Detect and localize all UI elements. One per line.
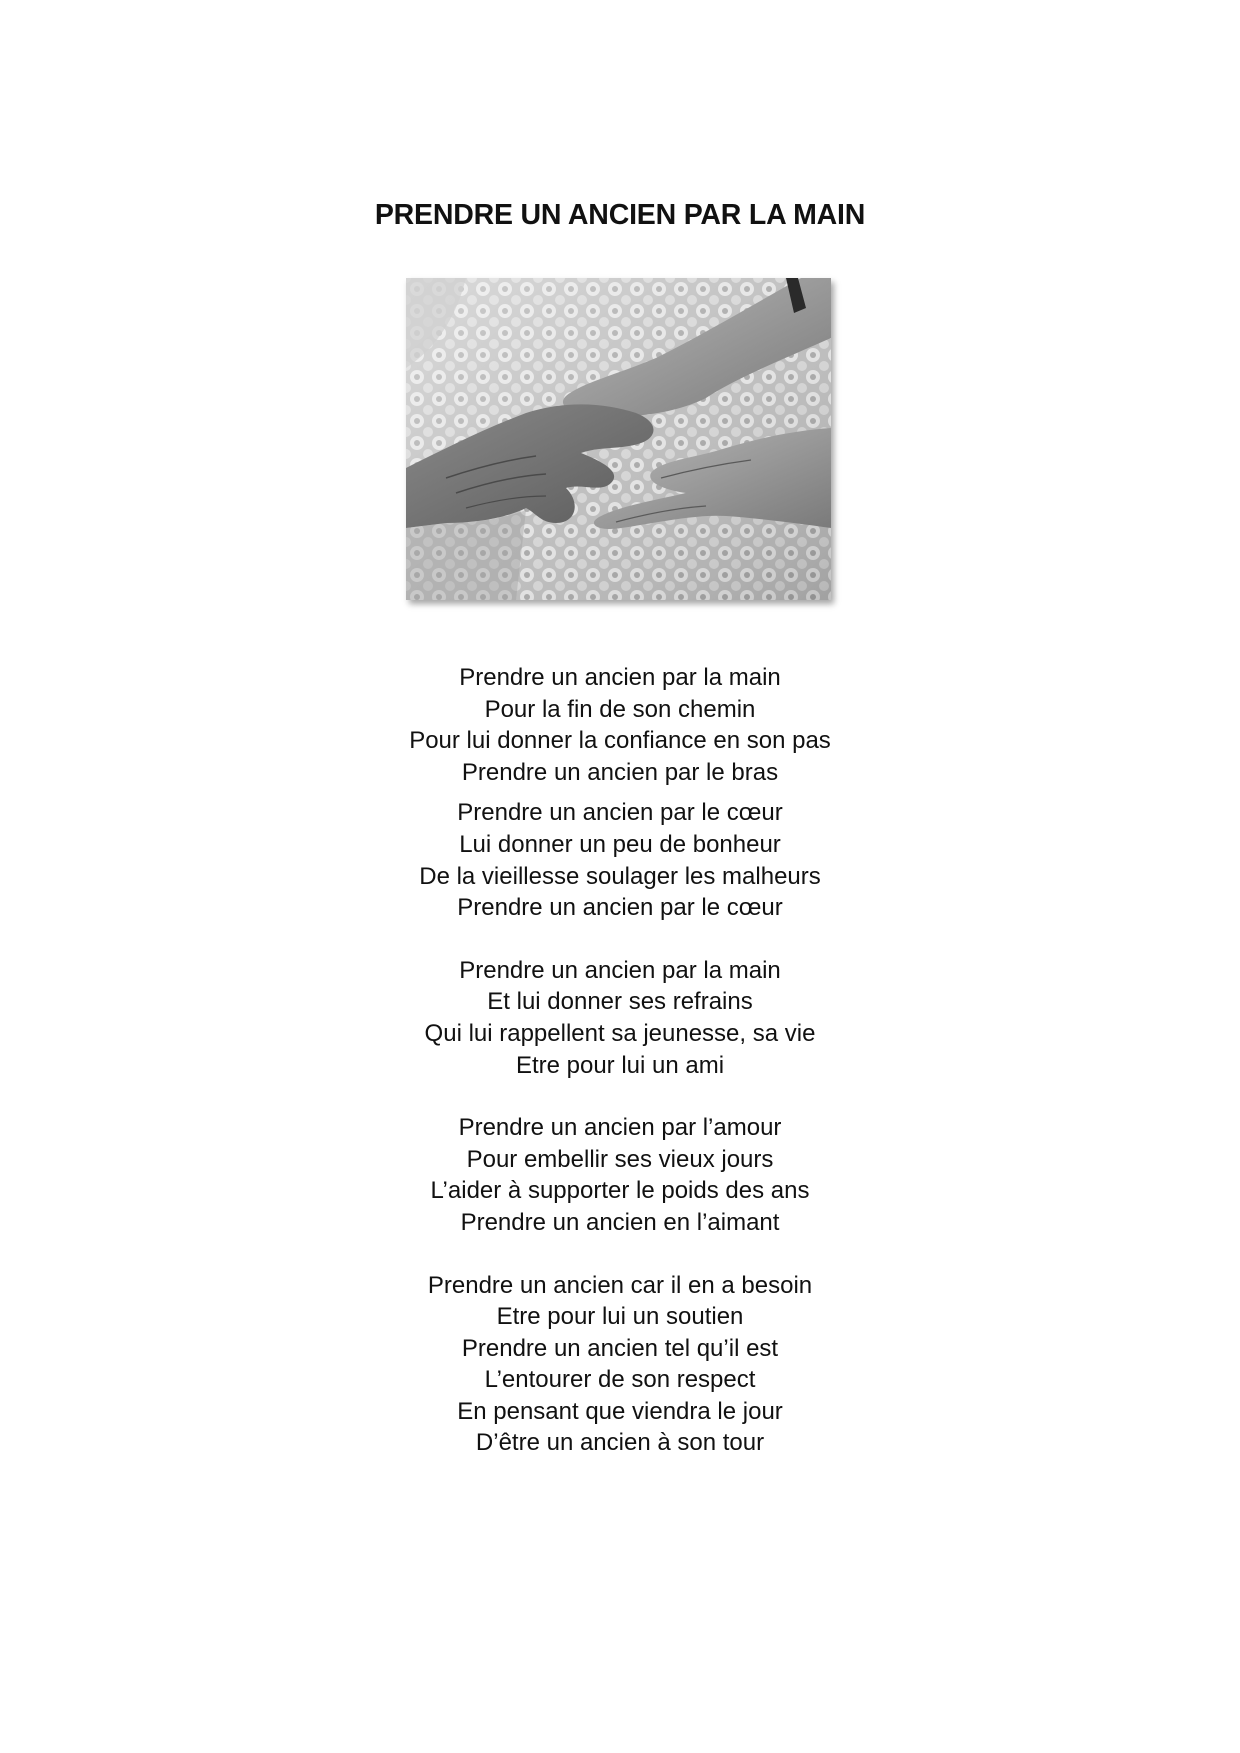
poem-line: Lui donner un peu de bonheur	[459, 830, 781, 858]
poem-line: L’aider à supporter le poids des ans	[430, 1177, 810, 1205]
poem-line: Prendre un ancien par l’amour	[458, 1114, 782, 1142]
poem-line: Et lui donner ses refrains	[487, 988, 753, 1016]
stanza-spacer	[0, 1239, 1240, 1270]
stanza-spacer	[0, 924, 1240, 955]
document-title: PRENDRE UN ANCIEN PAR LA MAIN	[374, 199, 866, 231]
stanza-5	[0, 1270, 1240, 1460]
poem-line: Qui lui rappellent sa jeunesse, sa vie	[424, 1019, 816, 1047]
holding-hands-photo-illustration	[406, 278, 831, 600]
poem-line: Prendre un ancien par le bras	[461, 758, 779, 786]
stanza-1	[0, 662, 1240, 788]
stanza-4	[0, 1112, 1240, 1238]
poem-line: Prendre un ancien par la main	[459, 664, 781, 691]
poem-line: Etre pour lui un soutien	[496, 1303, 744, 1331]
poem	[0, 662, 1240, 1459]
poem-line: Pour la fin de son chemin	[484, 695, 756, 723]
stanza-2	[0, 797, 1240, 923]
poem-line: Pour embellir ses vieux jours	[466, 1145, 774, 1173]
poem-line: Prendre un ancien car il en a besoin	[427, 1271, 813, 1299]
stanza-3	[0, 955, 1240, 1081]
stanza-spacer	[0, 1081, 1240, 1112]
poem-line: En pensant que viendra le jour	[457, 1397, 783, 1425]
stanza-spacer	[0, 788, 1240, 797]
poem-line: D’être un ancien à son tour	[475, 1429, 765, 1457]
poem-line: Etre pour lui un ami	[515, 1051, 725, 1079]
poem-line: Prendre un ancien en l’aimant	[460, 1208, 780, 1236]
poem-line: Prendre un ancien tel qu’il est	[461, 1334, 779, 1362]
poem-line: Pour lui donner la confiance en son pas	[409, 727, 831, 755]
poem-line: De la vieillesse soulager les malheurs	[419, 862, 821, 890]
poem-line: Prendre un ancien par le cœur	[457, 799, 783, 827]
poem-line: Prendre un ancien par la main	[459, 956, 781, 984]
poem-line: Prendre un ancien par le cœur	[457, 894, 783, 922]
poem-line: L’entourer de son respect	[484, 1366, 756, 1394]
holding-hands-photo	[406, 278, 831, 600]
